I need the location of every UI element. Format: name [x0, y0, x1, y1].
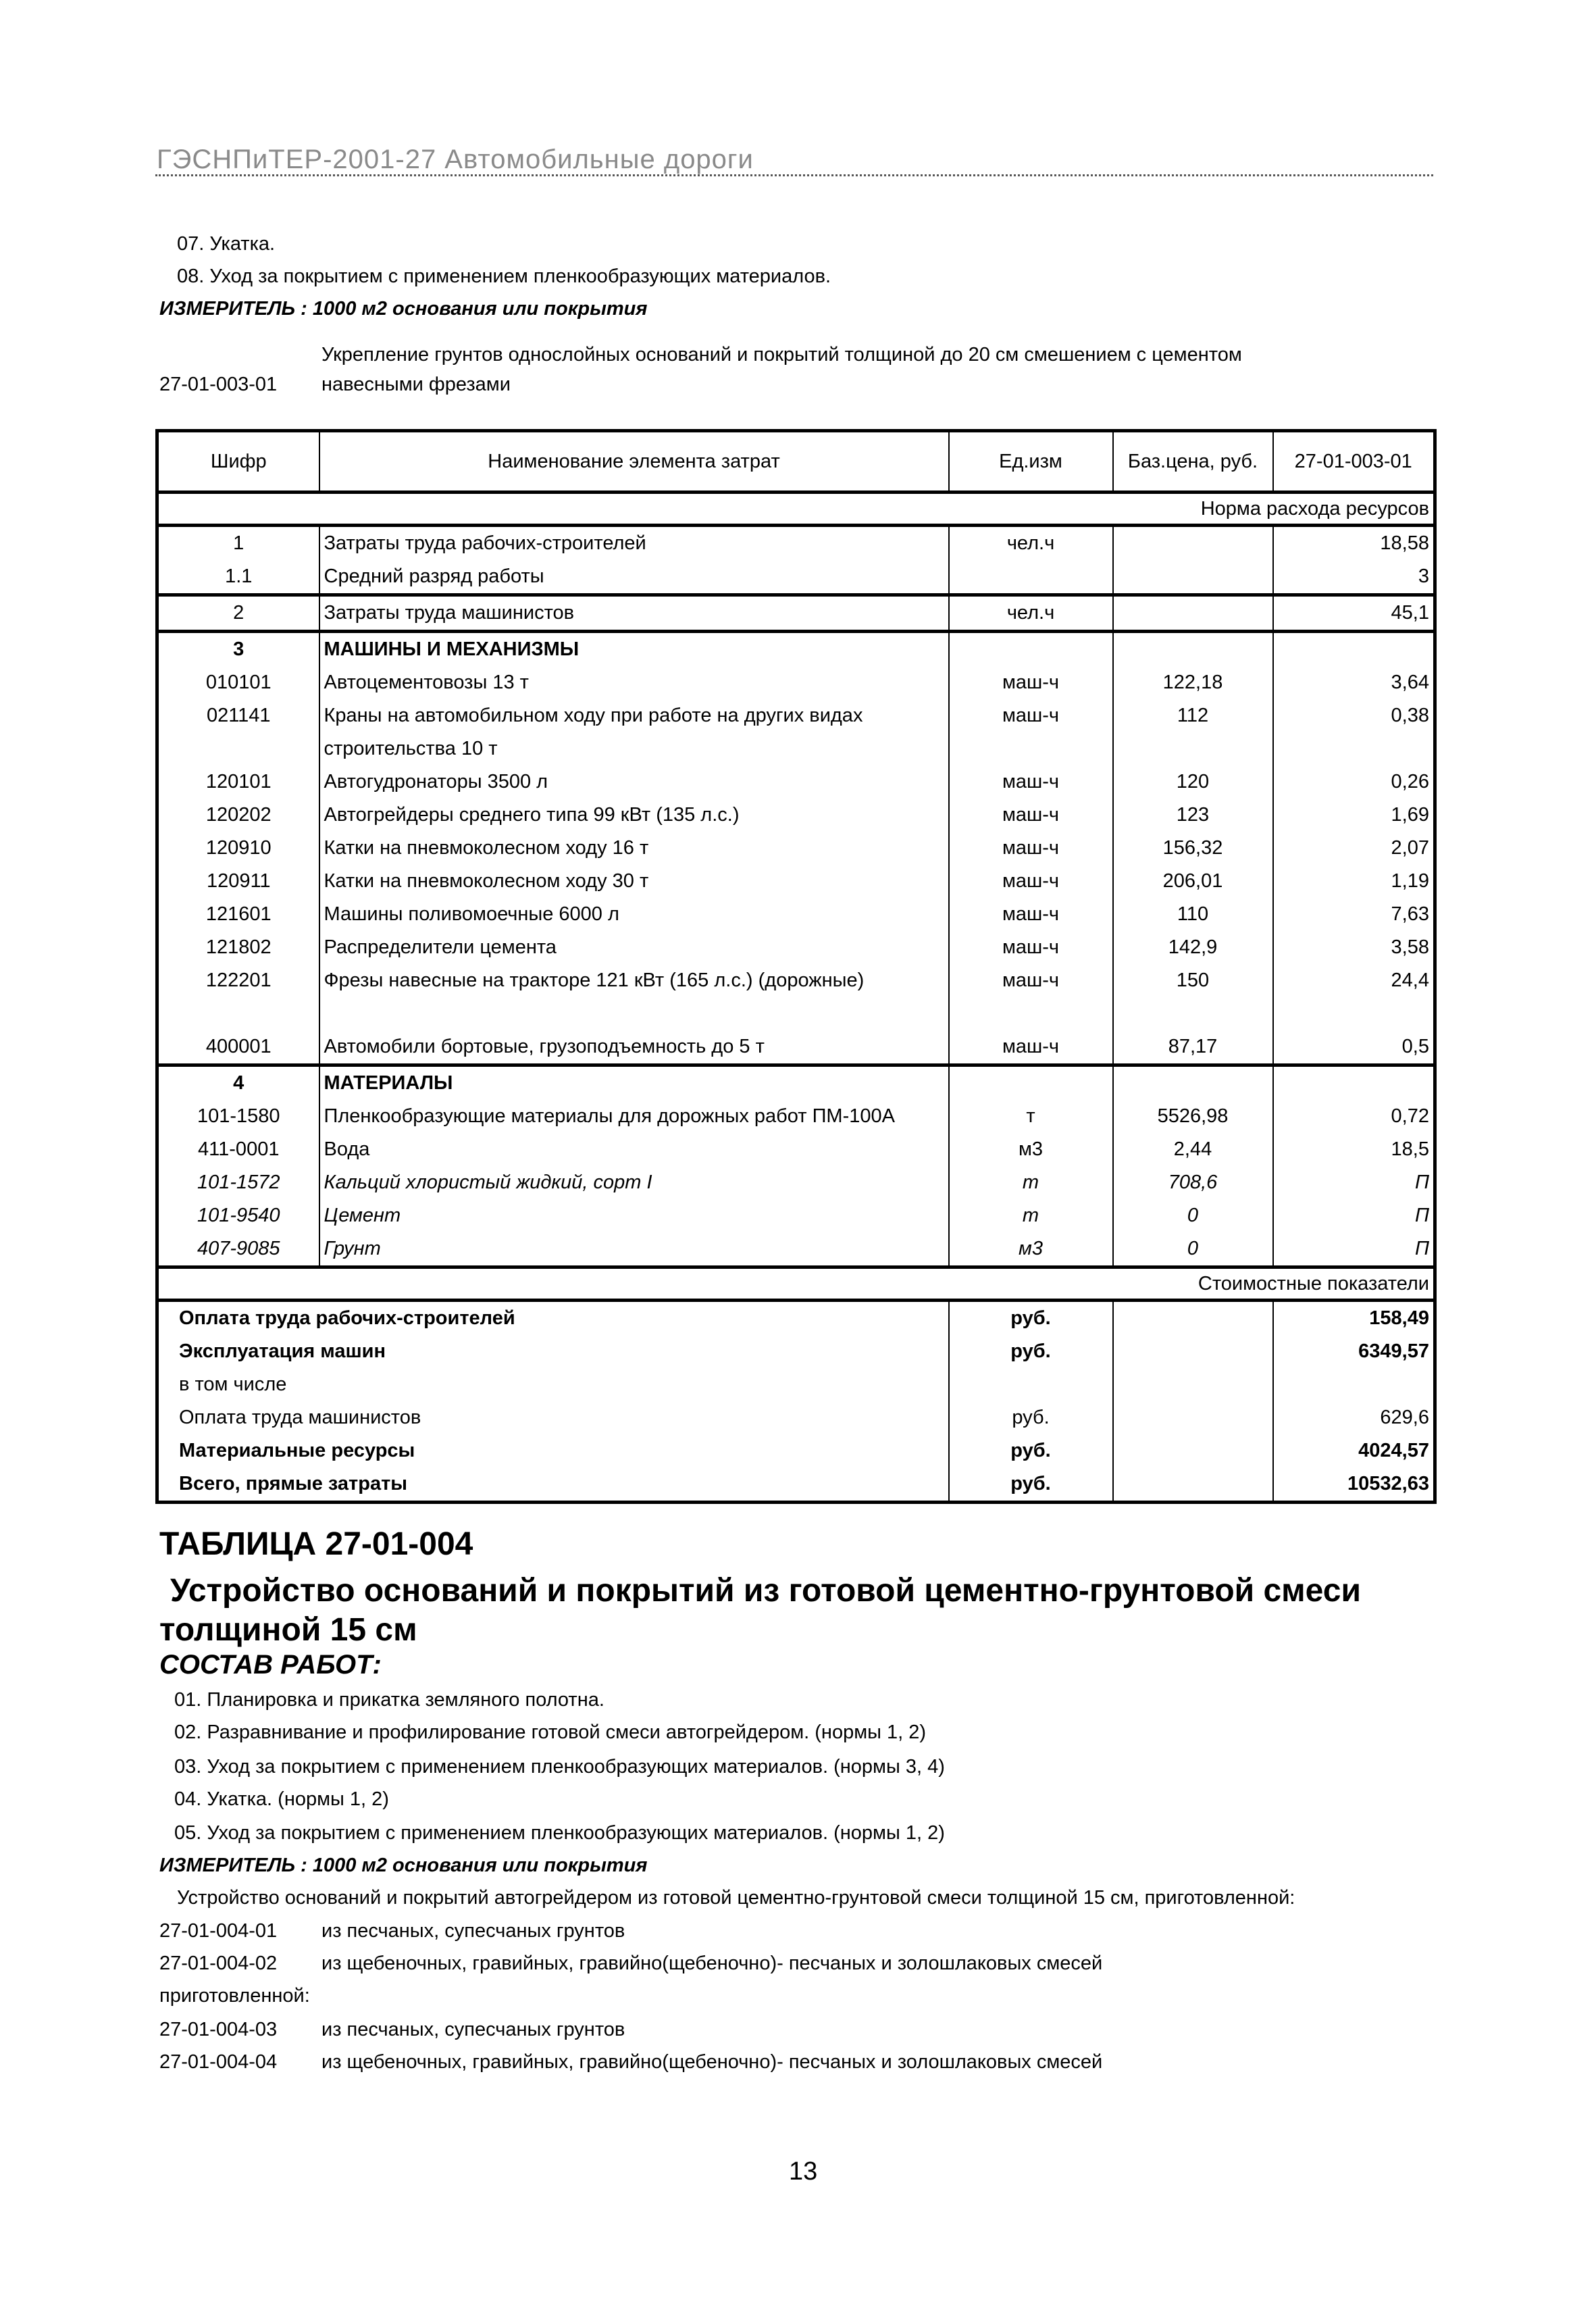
cell-unit: т — [949, 1166, 1113, 1199]
cell-code: 120911 — [157, 865, 319, 898]
header-price: Баз.цена, руб. — [1113, 431, 1273, 493]
cost-unit: руб. — [949, 1301, 1113, 1336]
cell-value: 0,26 — [1273, 765, 1435, 799]
header-unit: Ед.изм — [949, 431, 1113, 493]
cell-price: 110 — [1113, 898, 1273, 931]
norm-code: 27-01-003-01 — [159, 374, 278, 395]
norm-description: из песчаных, супесчаных грунтов — [321, 1920, 625, 1942]
cell-value: 3,64 — [1273, 666, 1435, 699]
section-title: Устройство оснований и покрытий из готовой цементно-грунтовой смеси — [170, 1573, 1361, 1609]
cell-value: 1,69 — [1273, 799, 1435, 832]
norm-code: 27-01-004-01 — [159, 1920, 278, 1942]
cell-value: 0,72 — [1273, 1100, 1435, 1133]
table-row — [157, 1030, 1435, 1065]
section-title-cont: толщиной 15 см — [159, 1612, 417, 1648]
cell-code: 411-0001 — [157, 1133, 319, 1166]
work-item: 01. Планировка и прикатка земляного полотна. — [174, 1689, 604, 1711]
cell-price: 708,6 — [1113, 1166, 1273, 1199]
works-heading: СОСТАВ РАБОТ: — [159, 1650, 382, 1680]
cost-name: Оплата труда машинистов — [157, 1401, 949, 1434]
table-row — [157, 1199, 1435, 1232]
norm-description: из щебеночных, гравийных, гравийно(щебеночно)- песчаных и золошлаковых смесей — [321, 2051, 1103, 2073]
cell-price: 0 — [1113, 1199, 1273, 1232]
cost-value: 4024,57 — [1273, 1434, 1435, 1467]
cost-unit: руб. — [949, 1335, 1113, 1368]
cell-value: 45,1 — [1273, 595, 1435, 632]
cost-price — [1113, 1401, 1273, 1434]
cell-code: 1.1 — [157, 560, 319, 595]
cell-value — [1273, 1065, 1435, 1101]
cell-unit: т — [949, 1100, 1113, 1133]
cell-name: Пленкообразующие материалы для дорожных работ ПМ-100А — [319, 1100, 949, 1133]
cell-unit: маш-ч — [949, 931, 1113, 964]
cell-name: Затраты труда рабочих-строителей — [319, 526, 949, 561]
cost-value: 10532,63 — [1273, 1467, 1435, 1503]
cost-value: 158,49 — [1273, 1301, 1435, 1336]
table-row — [157, 699, 1435, 765]
cost-row — [157, 1301, 1435, 1336]
norm-description: Укрепление грунтов однослойных оснований и покрытий толщиной до 20 см смешением с цементом — [321, 344, 1242, 366]
cell-price: 122,18 — [1113, 666, 1273, 699]
cell-price: 120 — [1113, 765, 1273, 799]
cost-name: Оплата труда рабочих-строителей — [157, 1301, 949, 1336]
cell-unit: маш-ч — [949, 799, 1113, 832]
norm-code: 27-01-004-04 — [159, 2051, 278, 2073]
cell-name: Грунт — [319, 1232, 949, 1267]
prepared-label: приготовленной: — [159, 1985, 310, 2007]
header-divider — [155, 174, 1433, 176]
cell-name: МАШИНЫ И МЕХАНИЗМЫ — [319, 632, 949, 667]
cell-value: 7,63 — [1273, 898, 1435, 931]
cell-value: 3,58 — [1273, 931, 1435, 964]
work-item: 03. Уход за покрытием с применением пленкообразующих материалов. (нормы 3, 4) — [174, 1756, 945, 1778]
table-header-row — [157, 431, 1435, 493]
cell-value: 0,38 — [1273, 699, 1435, 765]
cell-name: Краны на автомобильном ходу при работе на других видах строительства 10 т — [319, 699, 949, 765]
cell-name: Катки на пневмоколесном ходу 30 т — [319, 865, 949, 898]
cell-unit: чел.ч — [949, 526, 1113, 561]
cell-code: 101-1580 — [157, 1100, 319, 1133]
cost-row — [157, 1335, 1435, 1368]
cell-unit — [949, 1065, 1113, 1101]
empty-cell — [949, 997, 1113, 1030]
norm-code: 27-01-004-02 — [159, 1953, 278, 1974]
table-title: ТАБЛИЦА 27-01-004 — [159, 1526, 473, 1562]
cost-price — [1113, 1434, 1273, 1467]
cell-price: 112 — [1113, 699, 1273, 765]
table-row — [157, 931, 1435, 964]
cell-code: 1 — [157, 526, 319, 561]
cost-price — [1113, 1467, 1273, 1503]
cell-price: 2,44 — [1113, 1133, 1273, 1166]
table-row — [157, 799, 1435, 832]
cell-name: МАТЕРИАЛЫ — [319, 1065, 949, 1101]
norm-description: из песчаных, супесчаных грунтов — [321, 2019, 625, 2040]
norm-description-cont: навесными фрезами — [321, 374, 511, 395]
cell-price — [1113, 1065, 1273, 1101]
work-item: 02. Разравнивание и профилирование готовой смеси автогрейдером. (нормы 1, 2) — [174, 1721, 927, 1743]
cell-name: Автоцементовозы 13 т — [319, 666, 949, 699]
empty-cell — [157, 997, 319, 1030]
cell-code: 2 — [157, 595, 319, 632]
cell-unit: м3 — [949, 1133, 1113, 1166]
cell-name: Автогрейдеры среднего типа 99 кВт (135 л.с.) — [319, 799, 949, 832]
cost-unit: руб. — [949, 1401, 1113, 1434]
cost-label-row — [157, 1267, 1435, 1301]
empty-cell — [1273, 997, 1435, 1030]
cell-code: 101-9540 — [157, 1199, 319, 1232]
cost-price — [1113, 1368, 1273, 1401]
cell-name: Автомобили бортовые, грузоподъемность до 5 т — [319, 1030, 949, 1065]
header-code: Шифр — [157, 431, 319, 493]
cell-price: 142,9 — [1113, 931, 1273, 964]
work-item: 05. Уход за покрытием с применением пленкообразующих материалов. (нормы 1, 2) — [174, 1822, 945, 1844]
meter-label: ИЗМЕРИТЕЛЬ : 1000 м2 основания или покрытия — [159, 1855, 648, 1876]
work-item: 04. Укатка. (нормы 1, 2) — [174, 1788, 389, 1810]
cost-row — [157, 1434, 1435, 1467]
cell-name: Средний разряд работы — [319, 560, 949, 595]
cell-unit: маш-ч — [949, 765, 1113, 799]
cell-unit: маш-ч — [949, 666, 1113, 699]
running-header: ГЭСНПиТЕР-2001-27 Автомобильные дороги — [157, 145, 754, 174]
cell-price: 206,01 — [1113, 865, 1273, 898]
cell-price: 87,17 — [1113, 1030, 1273, 1065]
cost-unit — [949, 1368, 1113, 1401]
cost-name: Эксплуатация машин — [157, 1335, 949, 1368]
cell-name: Цемент — [319, 1199, 949, 1232]
cell-name: Кальций хлористый жидкий, сорт I — [319, 1166, 949, 1199]
cell-price — [1113, 632, 1273, 667]
cost-row — [157, 1368, 1435, 1401]
cell-unit: м3 — [949, 1232, 1113, 1267]
cell-price: 150 — [1113, 964, 1273, 997]
table-row — [157, 1100, 1435, 1133]
cost-unit: руб. — [949, 1434, 1113, 1467]
cell-unit: маш-ч — [949, 865, 1113, 898]
cell-code: 120910 — [157, 832, 319, 865]
cell-name: Автогудронаторы 3500 л — [319, 765, 949, 799]
cost-name: Материальные ресурсы — [157, 1434, 949, 1467]
cell-name: Катки на пневмоколесном ходу 16 т — [319, 832, 949, 865]
table-row — [157, 1232, 1435, 1267]
cell-unit: чел.ч — [949, 595, 1113, 632]
cell-price — [1113, 560, 1273, 595]
cell-code: 121802 — [157, 931, 319, 964]
table-row — [157, 898, 1435, 931]
cell-price: 156,32 — [1113, 832, 1273, 865]
norm-code: 27-01-004-03 — [159, 2019, 278, 2040]
cell-price: 0 — [1113, 1232, 1273, 1267]
cell-code: 010101 — [157, 666, 319, 699]
cell-code: 101-1572 — [157, 1166, 319, 1199]
cost-row — [157, 1401, 1435, 1434]
table-row — [157, 526, 1435, 561]
cell-name: Распределители цемента — [319, 931, 949, 964]
cost-value — [1273, 1368, 1435, 1401]
cell-unit: маш-ч — [949, 898, 1113, 931]
cell-code: 122201 — [157, 964, 319, 997]
cell-value: 3 — [1273, 560, 1435, 595]
cell-unit: маш-ч — [949, 832, 1113, 865]
cell-value: П — [1273, 1199, 1435, 1232]
cell-unit: маш-ч — [949, 964, 1113, 997]
norm-description: из щебеночных, гравийных, гравийно(щебеночно)- песчаных и золошлаковых смесей — [321, 1953, 1103, 1974]
cell-value — [1273, 632, 1435, 667]
cell-code: 021141 — [157, 699, 319, 765]
cost-value: 6349,57 — [1273, 1335, 1435, 1368]
cell-value: П — [1273, 1166, 1435, 1199]
work-item: 08. Уход за покрытием с применением пленкообразующих материалов. — [177, 266, 831, 287]
cell-code: 407-9085 — [157, 1232, 319, 1267]
work-item: 07. Укатка. — [177, 233, 276, 255]
cell-unit — [949, 632, 1113, 667]
header-norm-code: 27-01-003-01 — [1273, 431, 1435, 493]
table-row — [157, 765, 1435, 799]
cell-unit: маш-ч — [949, 1030, 1113, 1065]
cell-name: Вода — [319, 1133, 949, 1166]
cell-code: 4 — [157, 1065, 319, 1101]
norm-label-row — [157, 493, 1435, 526]
cost-value: 629,6 — [1273, 1401, 1435, 1434]
spacer-row — [157, 997, 1435, 1030]
table-row — [157, 832, 1435, 865]
cost-unit: руб. — [949, 1467, 1113, 1503]
cost-price — [1113, 1301, 1273, 1336]
cell-price: 123 — [1113, 799, 1273, 832]
cell-name: Машины поливомоечные 6000 л — [319, 898, 949, 931]
table-row — [157, 1133, 1435, 1166]
cell-value: 18,58 — [1273, 526, 1435, 561]
empty-cell — [1113, 997, 1273, 1030]
cell-value: 2,07 — [1273, 832, 1435, 865]
page-number: 13 — [789, 2157, 818, 2186]
meter-label: ИЗМЕРИТЕЛЬ : 1000 м2 основания или покрытия — [159, 298, 648, 320]
cell-value: 1,19 — [1273, 865, 1435, 898]
table-row — [157, 560, 1435, 595]
cell-code: 3 — [157, 632, 319, 667]
cost-name: Всего, прямые затраты — [157, 1467, 949, 1503]
cell-code: 120101 — [157, 765, 319, 799]
cell-price — [1113, 595, 1273, 632]
resource-table — [155, 429, 1437, 1504]
cell-unit — [949, 560, 1113, 595]
cell-code: 121601 — [157, 898, 319, 931]
section-intro: Устройство оснований и покрытий автогрейдером из готовой цементно-грунтовой смеси толщиной 15 см, приготовленной: — [177, 1887, 1295, 1909]
table-row — [157, 666, 1435, 699]
table-row — [157, 1166, 1435, 1199]
cell-code: 120202 — [157, 799, 319, 832]
norm-label: Норма расхода ресурсов — [157, 493, 1435, 526]
table-row — [157, 632, 1435, 667]
header-name: Наименование элемента затрат — [319, 431, 949, 493]
empty-cell — [319, 997, 949, 1030]
cell-code: 400001 — [157, 1030, 319, 1065]
cost-label: Стоимостные показатели — [157, 1267, 1435, 1301]
cell-unit: т — [949, 1199, 1113, 1232]
table-row — [157, 865, 1435, 898]
cell-price: 5526,98 — [1113, 1100, 1273, 1133]
cell-name: Затраты труда машинистов — [319, 595, 949, 632]
cell-value: 18,5 — [1273, 1133, 1435, 1166]
cell-price — [1113, 526, 1273, 561]
cell-value: 0,5 — [1273, 1030, 1435, 1065]
table-row — [157, 964, 1435, 997]
cell-name: Фрезы навесные на тракторе 121 кВт (165 л.с.) (дорожные) — [319, 964, 949, 997]
cell-value: 24,4 — [1273, 964, 1435, 997]
cell-value: П — [1273, 1232, 1435, 1267]
table-row — [157, 1065, 1435, 1101]
cell-unit: маш-ч — [949, 699, 1113, 765]
cost-name: в том числе — [157, 1368, 949, 1401]
cost-row — [157, 1467, 1435, 1503]
cost-price — [1113, 1335, 1273, 1368]
table-row — [157, 595, 1435, 632]
